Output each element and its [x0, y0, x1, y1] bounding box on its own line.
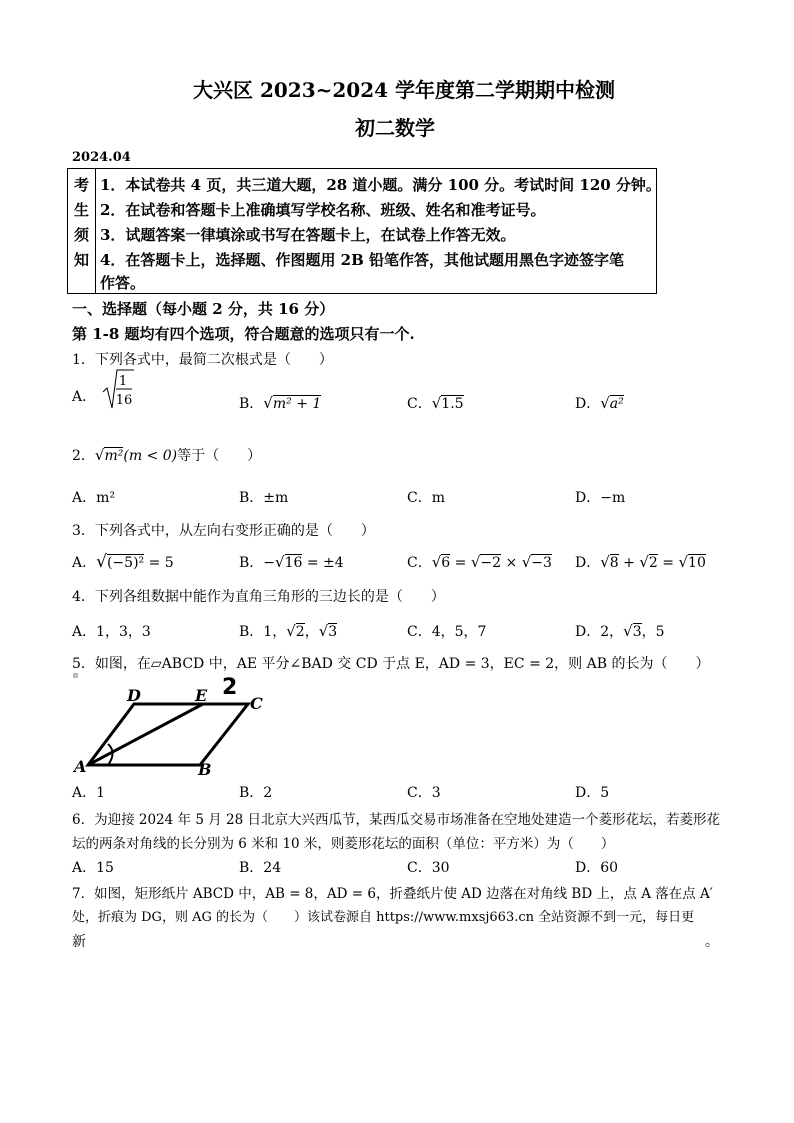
question-5-stem: 5．如图，在▱ABCD 中，AE 平分∠BAD 交 CD 于点 E，AD = 3，EC = 2，则 AB 的长为（ ）	[72, 656, 710, 672]
separator: ，	[304, 624, 319, 640]
q5-option-c: C．3	[407, 785, 441, 801]
question-7-line-3: 新	[72, 934, 86, 950]
radicand: m²	[104, 448, 124, 464]
q1-option-a	[72, 374, 135, 412]
q3-option-c: C．√6 = √−2 × √−3	[407, 553, 552, 571]
parallelogram-figure	[72, 673, 272, 778]
notice-line-4: 4．在答题卡上，选择题、作图题用 2B 铅笔作答，其他试题用黑色字迹签字笔	[100, 251, 624, 269]
radicand: −3	[531, 555, 552, 571]
q4-option-c: C．4，5，7	[407, 624, 487, 640]
notice-label-char: 生	[74, 201, 90, 219]
radicand: 6	[441, 555, 451, 571]
q2-option-a: A．m²	[72, 490, 115, 506]
q6-option-c: C．30	[407, 860, 450, 876]
vertex-label-c: C	[250, 694, 263, 713]
section-heading: 一、选择题（每小题 2 分，共 16 分）	[72, 300, 335, 318]
fraction-numerator: 1	[118, 374, 127, 389]
radicand: 8	[609, 555, 619, 571]
option-label: A．	[72, 555, 97, 571]
radicand: 1.5	[441, 396, 464, 412]
q3-option-a: A．√(−5)² = 5	[72, 552, 174, 572]
question-3-stem: 3．下列各式中，从左向右变形正确的是（ ）	[72, 523, 375, 539]
option-label: B．1，	[239, 624, 287, 640]
radicand: 3	[328, 624, 338, 640]
vertex-label-a: A	[74, 757, 87, 776]
question-number: 2．	[72, 448, 95, 464]
q4-option-d: D．2，√3，5	[575, 622, 665, 640]
radicand: m² + 1	[272, 396, 322, 412]
option-label: D．2，	[575, 624, 624, 640]
vertex-label-d: D	[127, 686, 141, 705]
vertex-label-e: E	[195, 686, 208, 705]
q5-option-a: A．1	[72, 785, 106, 801]
notice-label	[68, 169, 96, 293]
radicand: 16	[284, 555, 303, 571]
question-2-stem: 2．√m²(m < 0)等于（ ）	[72, 446, 262, 464]
question-6-line-1: 6．为迎接 2024 年 5 月 28 日北京大兴西瓜节，某西瓜交易市场准备在空地处建造一个菱形花坛，若菱形花	[72, 812, 720, 828]
question-4-stem: 4．下列各组数据中能作为直角三角形的三边长的是（ ）	[72, 589, 445, 605]
q6-option-d: D．60	[575, 860, 619, 876]
radicand: 10	[688, 555, 706, 571]
q2-option-b: B．±m	[239, 490, 289, 506]
question-7-line-3-end: 。	[705, 934, 719, 950]
equation-rhs: = 5	[144, 555, 174, 571]
q5-option-d: D．5	[575, 785, 610, 801]
q6-option-a: A．15	[72, 860, 114, 876]
option-label: A．	[72, 389, 97, 405]
option-label: B．−	[239, 555, 276, 571]
section-instruction: 第 1-8 题均有四个选项，符合题意的选项只有一个.	[72, 325, 415, 343]
question-7-line-1: 7．如图，矩形纸片 ABCD 中，AB = 8，AD = 6，折叠纸片使 AD 边落在对角线 BD 上，点 A 落在点 A′	[72, 886, 713, 902]
notice-label-char: 知	[74, 251, 90, 269]
question-7-line-2: 处，折痕为 DG，则 AG 的长为（ ）该试卷源自 https://www.mxsj663.cn 全站资源不到一元，每日更	[72, 910, 695, 925]
q2-option-d: D．−m	[575, 490, 626, 506]
notice-box	[67, 168, 661, 294]
sqrt-fraction	[101, 368, 135, 412]
radicand: 2	[648, 555, 658, 571]
vertex-label-b: B	[198, 760, 212, 778]
exam-date: 2024.04	[72, 150, 131, 165]
q4-option-a: A．1，3，3	[72, 624, 151, 640]
equation-rhs: = ±4	[302, 555, 344, 571]
q6-option-b: B．24	[239, 860, 282, 876]
notice-line-5: 作答。	[100, 274, 146, 292]
separator: ，5	[641, 624, 665, 640]
condition: (m < 0)	[123, 448, 178, 464]
fraction-denominator: 16	[115, 393, 132, 408]
option-label: B．	[239, 396, 264, 412]
question-6-line-2: 坛的两条对角线的长分别为 6 米和 10 米，则菱形花坛的面积（单位：平方米）为（ ）	[72, 836, 615, 852]
option-label: D．	[575, 555, 601, 571]
question-suffix: 等于（ ）	[177, 448, 262, 464]
option-label: C．	[407, 396, 432, 412]
q3-option-d: D．√8 + √2 = √10	[575, 553, 706, 571]
option-label: D．	[575, 396, 601, 412]
notice-line-2: 2．在试卷和答题卡上准确填写学校名称、班级、姓名和准考证号。	[100, 201, 546, 219]
q1-option-d: D．√a²	[575, 394, 624, 412]
notice-label-char: 须	[74, 226, 90, 244]
page-subtitle: 初二数学	[355, 116, 435, 140]
q1-option-b: B．√m² + 1	[239, 394, 322, 412]
q4-option-b: B．1，√2，√3	[239, 622, 338, 640]
radicand: 3	[632, 624, 642, 640]
page-title: 大兴区 2023~2024 学年度第二学期期中检测	[193, 78, 616, 102]
question-1-stem: 1．下列各式中，最简二次根式是（ ）	[72, 352, 333, 368]
radicand: −2	[480, 555, 502, 571]
notice-line-3: 3．试题答案一律填涂或书写在答题卡上，在试卷上作答无效。	[100, 226, 516, 244]
q1-option-c: C．√1.5	[407, 394, 464, 412]
notice-line-1: 1．本试卷共 4 页，共三道大题，28 道小题。满分 100 分。考试时间 120 分钟。	[100, 176, 661, 194]
notice-label-char: 考	[74, 176, 90, 194]
q2-option-c: C．m	[407, 490, 445, 506]
handwritten-mark: 2	[222, 675, 238, 700]
radicand: 2	[295, 624, 305, 640]
radicand: a²	[609, 396, 624, 412]
option-label: C．	[407, 555, 432, 571]
q3-option-b: B．−√16 = ±4	[239, 553, 344, 571]
q5-option-b: B．2	[239, 785, 273, 801]
radicand: (−5)²	[106, 555, 145, 571]
